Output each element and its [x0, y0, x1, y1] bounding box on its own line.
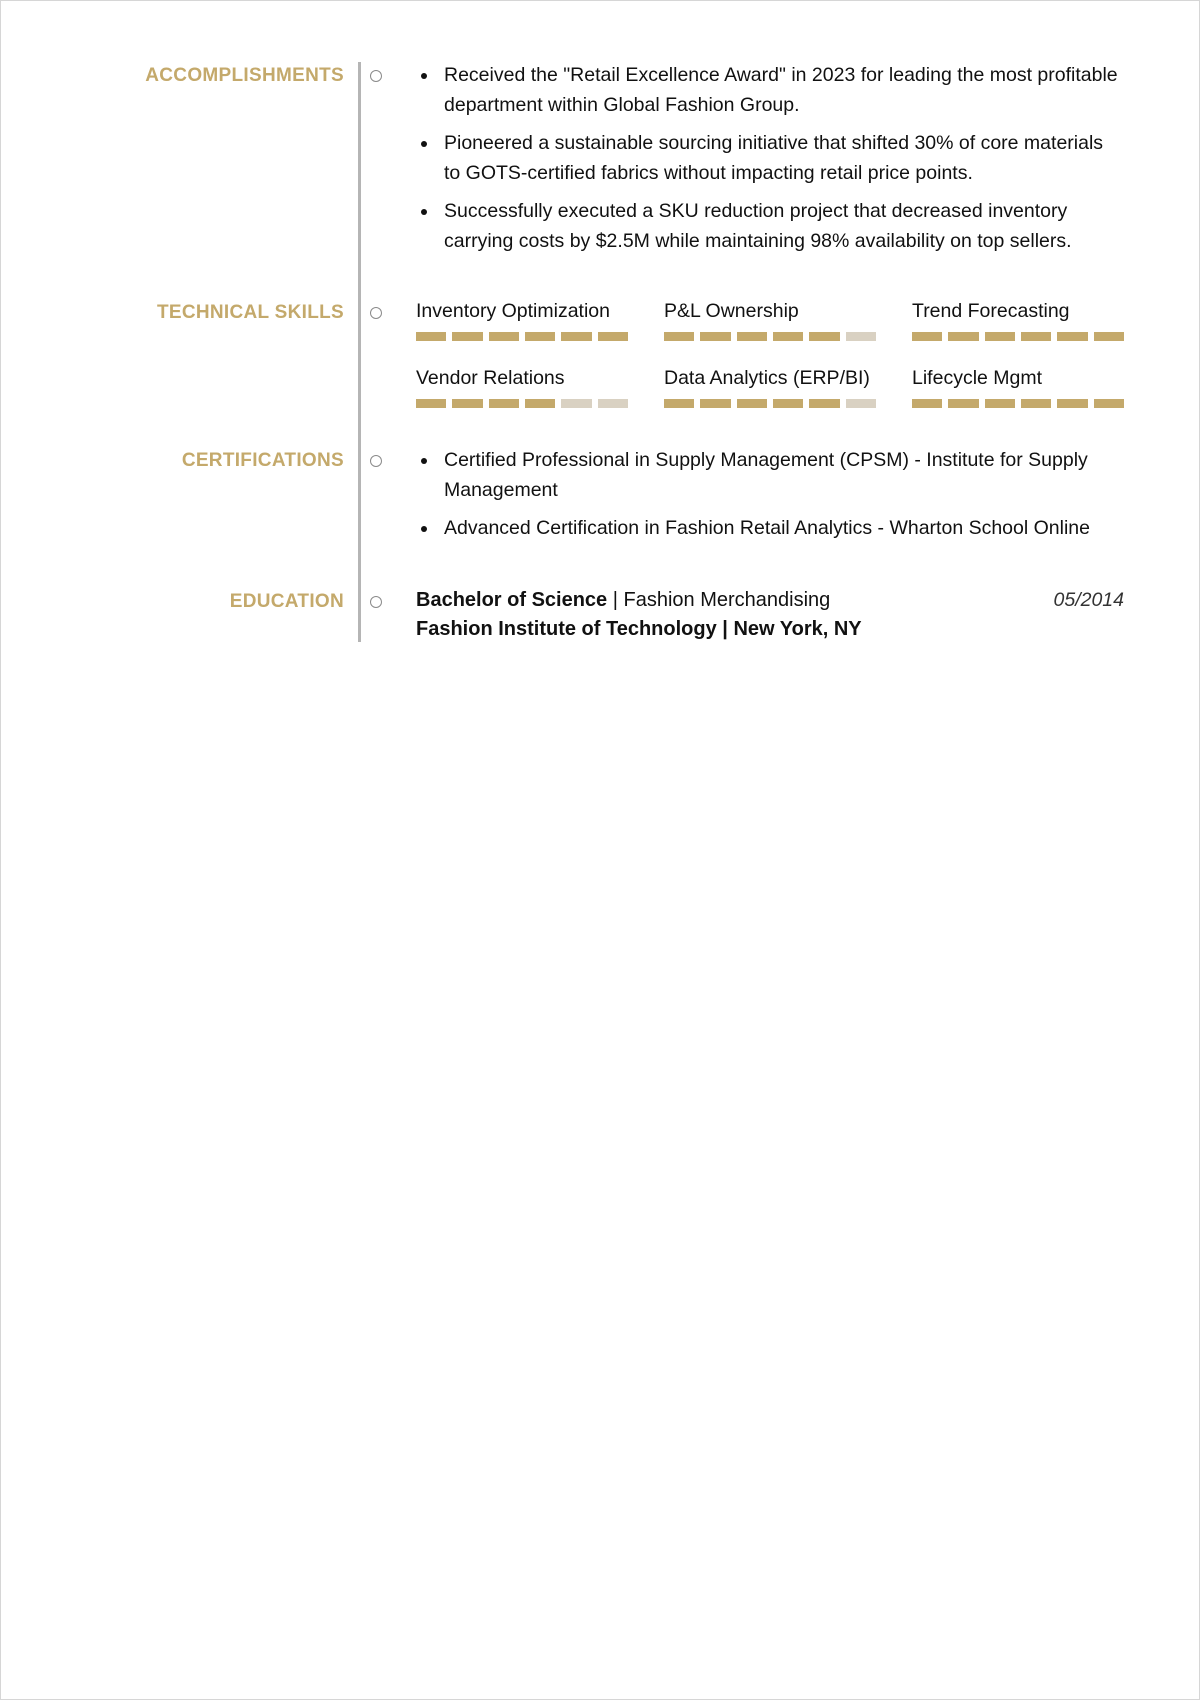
skill-segment-filled — [985, 332, 1015, 341]
skill-segment-filled — [452, 399, 482, 408]
skill-segment-filled — [773, 399, 803, 408]
skill-segment-filled — [773, 332, 803, 341]
skill-segment-filled — [489, 399, 519, 408]
skill-segment-empty — [846, 332, 876, 341]
skill-segment-filled — [809, 332, 839, 341]
skill-segment-filled — [1021, 332, 1051, 341]
certification-item: Certified Professional in Supply Management (CPSM) - Institute for Supply Management — [416, 445, 1124, 505]
certifications-heading: CERTIFICATIONS — [181, 450, 344, 471]
accomplishments-list — [416, 60, 1124, 256]
skill-name: Vendor Relations — [416, 367, 565, 389]
skill-item — [664, 367, 876, 408]
skill-segment-empty — [846, 399, 876, 408]
skill-segment-filled — [737, 332, 767, 341]
skill-segment-filled — [700, 399, 730, 408]
skill-rating-bar — [912, 399, 1124, 408]
skill-segment-filled — [1094, 332, 1124, 341]
accomplishments-heading: ACCOMPLISHMENTS — [145, 65, 344, 86]
skill-name: P&L Ownership — [664, 300, 799, 322]
skill-item — [416, 367, 628, 408]
certifications-content — [416, 445, 1124, 551]
skill-rating-bar — [664, 399, 876, 408]
skill-segment-empty — [561, 399, 591, 408]
skill-segment-filled — [664, 399, 694, 408]
skill-segment-filled — [664, 332, 694, 341]
skill-segment-filled — [1057, 332, 1087, 341]
degree: Bachelor of Science — [416, 589, 608, 611]
skill-segment-filled — [416, 332, 446, 341]
skill-name: Inventory Optimization — [416, 300, 611, 322]
skill-segment-filled — [525, 332, 555, 341]
skill-segment-filled — [700, 332, 730, 341]
technical-skills-content — [416, 300, 1124, 408]
skill-segment-filled — [1094, 399, 1124, 408]
skill-rating-bar — [664, 332, 876, 341]
accomplishment-item: Received the "Retail Excellence Award" in 2023 for leading the most profitable department within Global Fashion Group. — [416, 60, 1124, 120]
skill-segment-filled — [948, 332, 978, 341]
education-content — [416, 586, 1124, 644]
skill-segment-filled — [912, 399, 942, 408]
skill-segment-filled — [948, 399, 978, 408]
education-degree-line — [416, 586, 1124, 614]
skill-segment-filled — [416, 399, 446, 408]
skill-rating-bar — [416, 332, 628, 341]
skill-segment-filled — [912, 332, 942, 341]
graduation-date: 05/2014 — [1053, 589, 1124, 611]
skill-name: Lifecycle Mgmt — [912, 367, 1043, 389]
skills-grid — [416, 300, 1124, 408]
school-and-location: Fashion Institute of Technology | New York, NY — [416, 618, 862, 640]
timeline-dot — [370, 455, 382, 467]
skill-segment-filled — [985, 399, 1015, 408]
skill-rating-bar — [416, 399, 628, 408]
skill-segment-filled — [452, 332, 482, 341]
skill-item — [912, 367, 1124, 408]
skill-segment-filled — [737, 399, 767, 408]
skill-item — [416, 300, 628, 341]
timeline-line — [358, 62, 361, 642]
field-of-study: Fashion Merchandising — [623, 589, 831, 611]
timeline-dot — [370, 307, 382, 319]
skill-rating-bar — [912, 332, 1124, 341]
skill-segment-filled — [561, 332, 591, 341]
skill-segment-filled — [1057, 399, 1087, 408]
skill-segment-filled — [525, 399, 555, 408]
skill-name: Trend Forecasting — [912, 300, 1070, 322]
skill-item — [912, 300, 1124, 341]
skill-name: Data Analytics (ERP/BI) — [664, 367, 870, 389]
skill-segment-empty — [598, 399, 628, 408]
accomplishment-item: Successfully executed a SKU reduction project that decreased inventory carrying costs by $2.5M while maintaining 98% availability on top sellers. — [416, 196, 1124, 256]
skill-item — [664, 300, 876, 341]
skill-segment-filled — [489, 332, 519, 341]
education-heading: EDUCATION — [229, 591, 344, 612]
certification-item: Advanced Certification in Fashion Retail Analytics - Wharton School Online — [416, 513, 1124, 543]
timeline-dot — [370, 70, 382, 82]
timeline-dot — [370, 596, 382, 608]
certifications-list — [416, 445, 1124, 543]
skill-segment-filled — [598, 332, 628, 341]
accomplishments-content — [416, 60, 1124, 264]
skill-segment-filled — [1021, 399, 1051, 408]
degree-separator: | — [607, 589, 624, 611]
technical-skills-heading: TECHNICAL SKILLS — [156, 302, 344, 323]
skill-segment-filled — [809, 399, 839, 408]
accomplishment-item: Pioneered a sustainable sourcing initiative that shifted 30% of core materials to GOTS-certified fabrics without impacting retail price points. — [416, 128, 1124, 188]
